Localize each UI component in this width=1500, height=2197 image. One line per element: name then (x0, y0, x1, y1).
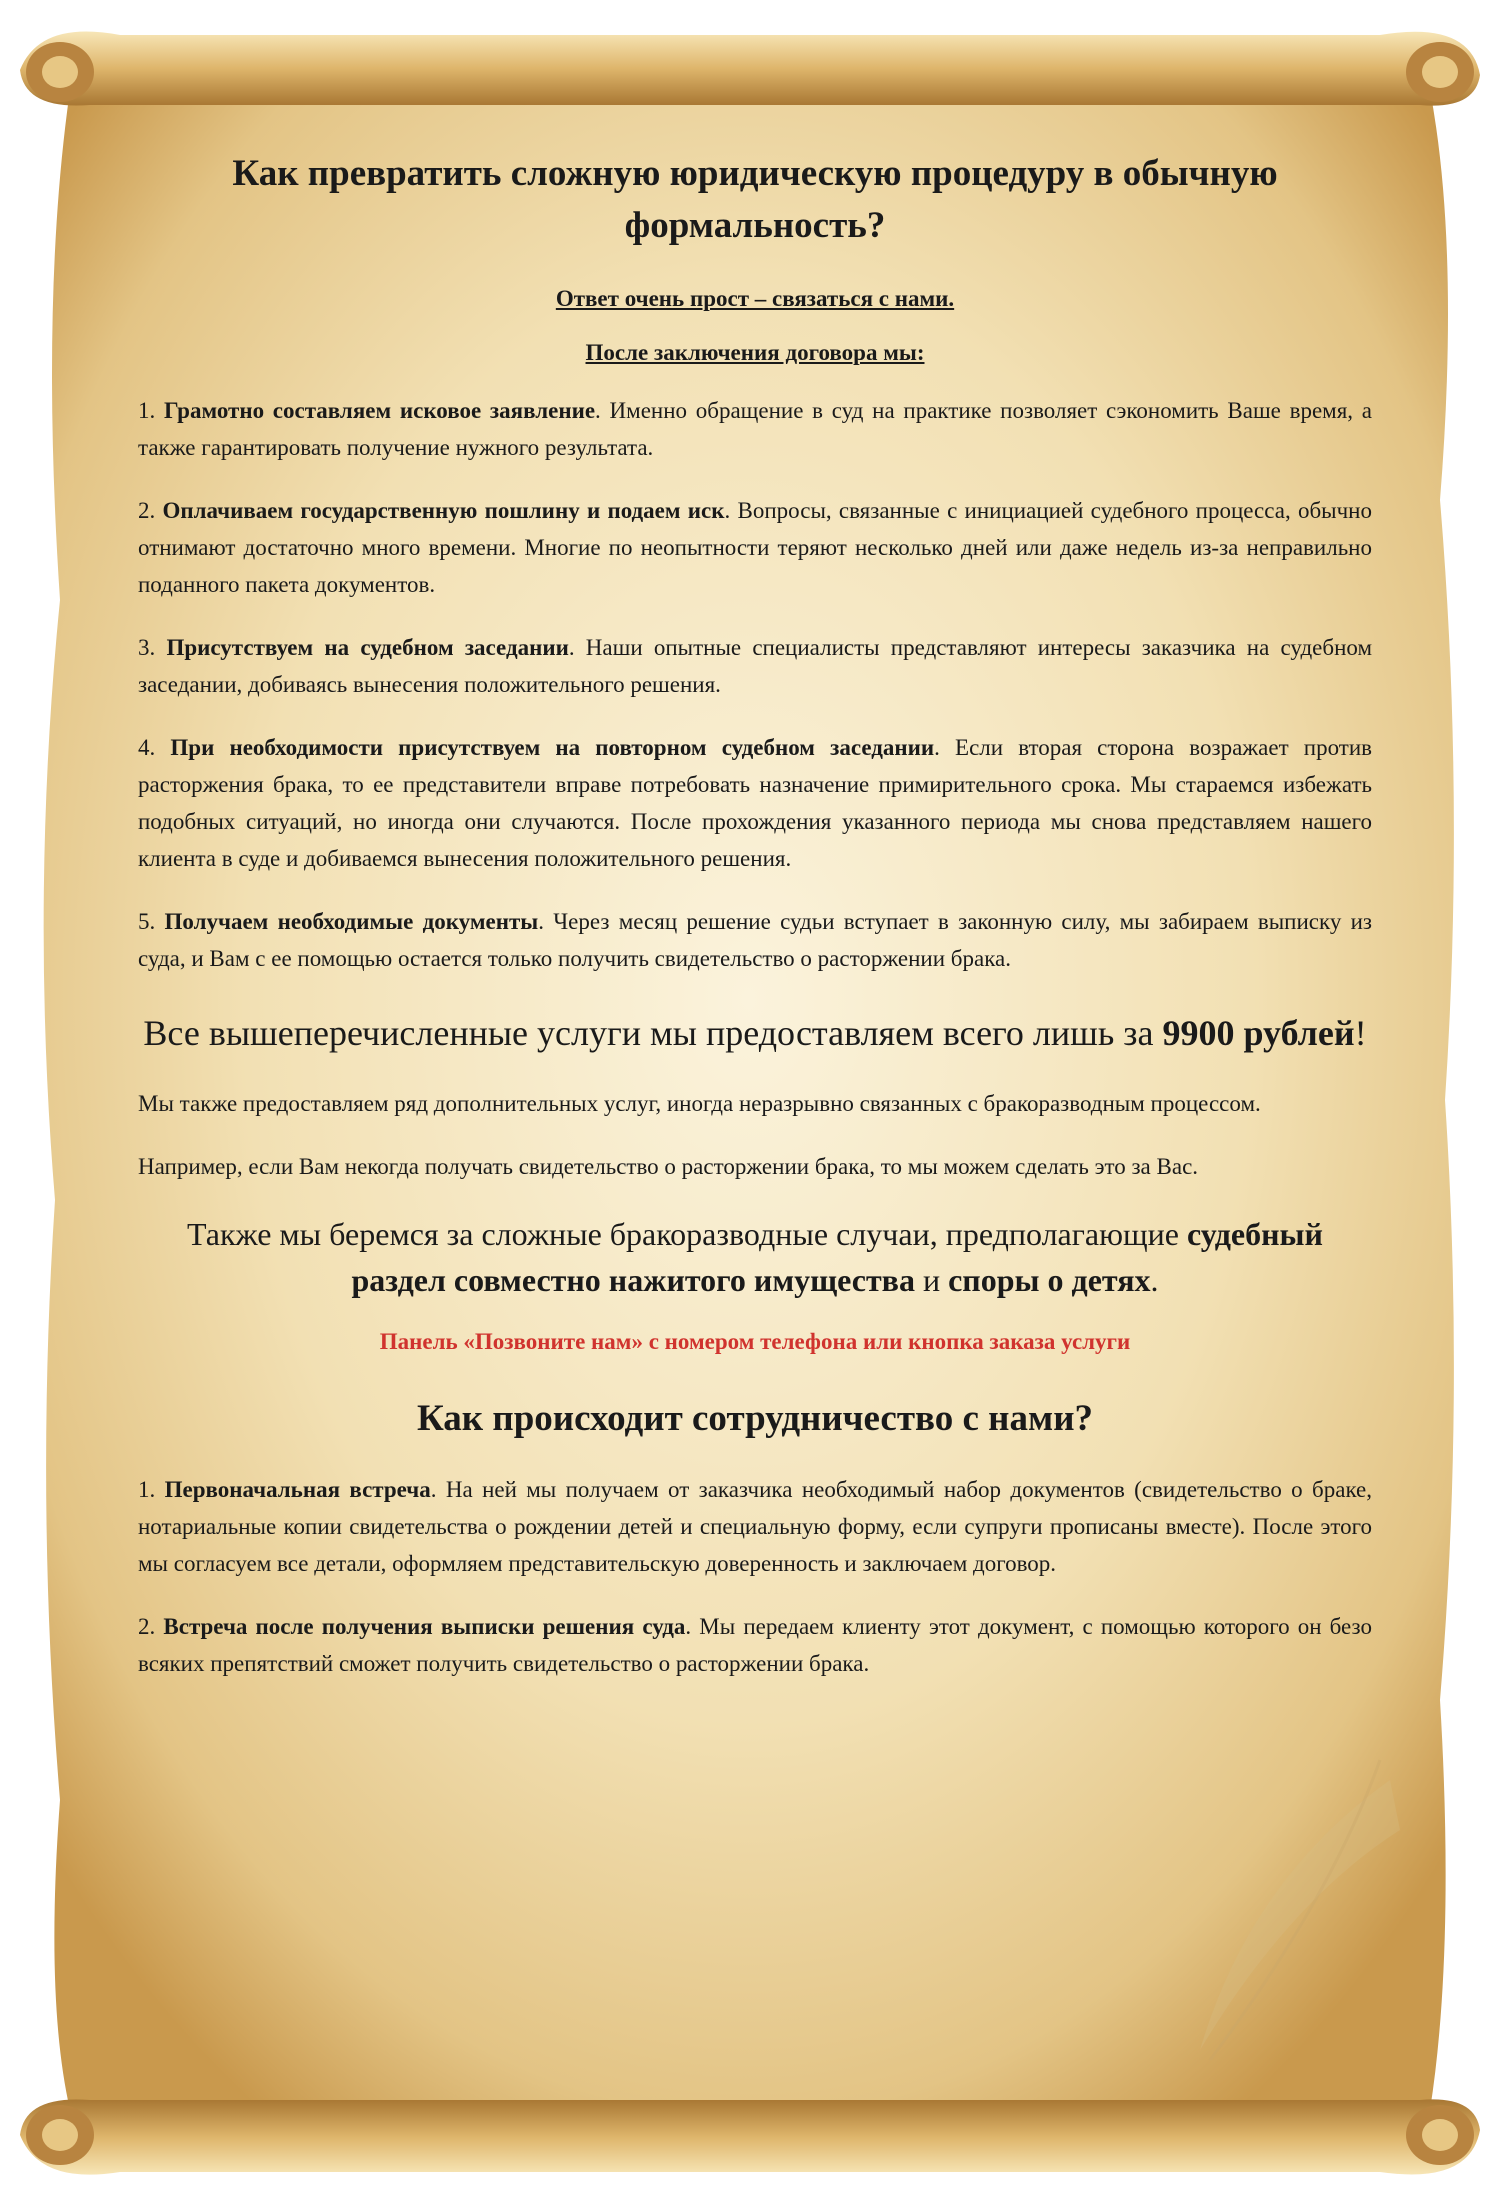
cooperation-step: 1. Первоначальная встреча. На ней мы получаем от заказчика необходимый набор документов (свидетельство о браке, нотариальные копии свидетельства о рождении детей и специальную форму, если супруги прописаны вместе). После этого мы согласуем все детали, оформляем представительскую доверенность и заключаем договор. (138, 1477, 1373, 1576)
extra-services-example: Например, если Вам некогда получать свидетельство о расторжении брака, то мы можем сделать это за Вас. (138, 1154, 1199, 1179)
cooperation-step: 2. Встреча после получения выписки решения суда. Мы передаем клиенту этот документ, с помощью которого он безо всяких препятствий сможет получить свидетельство о расторжении брака. (138, 1614, 1372, 1676)
step-item: 3. Присутствуем на судебном заседании. Наши опытные специалисты представляют интересы заказчика на судебном заседании, добиваясь вынесения положительного решения. (138, 635, 1373, 697)
step-item: 5. Получаем необходимые документы. Через месяц решение судьи вступает в законную силу, мы забираем выписку из суда, и Вам с ее помощью остается только получить свидетельство о расторжении брака. (138, 909, 1372, 971)
page-title: Как превратить сложную юридическую процедуру в обычную формальность? (232, 153, 1278, 246)
step-item: 1. Грамотно составляем исковое заявление. Именно обращение в суд на практике позволяет сэкономить Ваше время, а также гарантировать получение нужного результата. (138, 398, 1372, 460)
call-panel-placeholder: Панель «Позвоните нам» с номером телефона или кнопка заказа услуги (379, 1329, 1131, 1354)
steps-list (138, 392, 1372, 977)
cooperation-title: Как происходит сотрудничество с нами? (416, 1398, 1094, 1439)
step-item: 2. Оплачиваем государственную пошлину и подаем иск. Вопросы, связанные с инициацией судебного процесса, обычно отнимают достаточно много времени. Многие по неопытности теряют несколько дней или даже недель из-за неправильно поданного пакета документов. (138, 498, 1372, 597)
step-item: 4. При необходимости присутствуем на повторном судебном заседании. Если вторая сторона возражает против расторжения брака, то ее представители вправе потребовать назначение примирительного срока. Мы стараемся избежать подобных ситуаций, но иногда они случаются. После прохождения указанного периода мы снова представляем нашего клиента в суде и добиваемся вынесения положительного решения. (138, 735, 1372, 871)
price-value: 9900 рублей (1162, 1013, 1355, 1053)
cooperation-steps (138, 1471, 1372, 1682)
after-contract-heading: После заключения договора мы: (585, 340, 925, 365)
complex-cases-text: Также мы беремся за сложные бракоразводные случаи, предполагающие судебный раздел совместно нажитого имущества и споры о детях. (187, 1216, 1323, 1298)
document-content (138, 148, 1372, 1682)
price-offer: Все вышеперечисленные услуги мы предоставляем всего лишь за 9900 рублей! (143, 1013, 1367, 1053)
extra-services-text: Мы также предоставляем ряд дополнительных услуг, иногда неразрывно связанных с бракоразводным процессом. (138, 1091, 1261, 1116)
answer-line: Ответ очень прост – связаться с нами. (555, 286, 955, 311)
